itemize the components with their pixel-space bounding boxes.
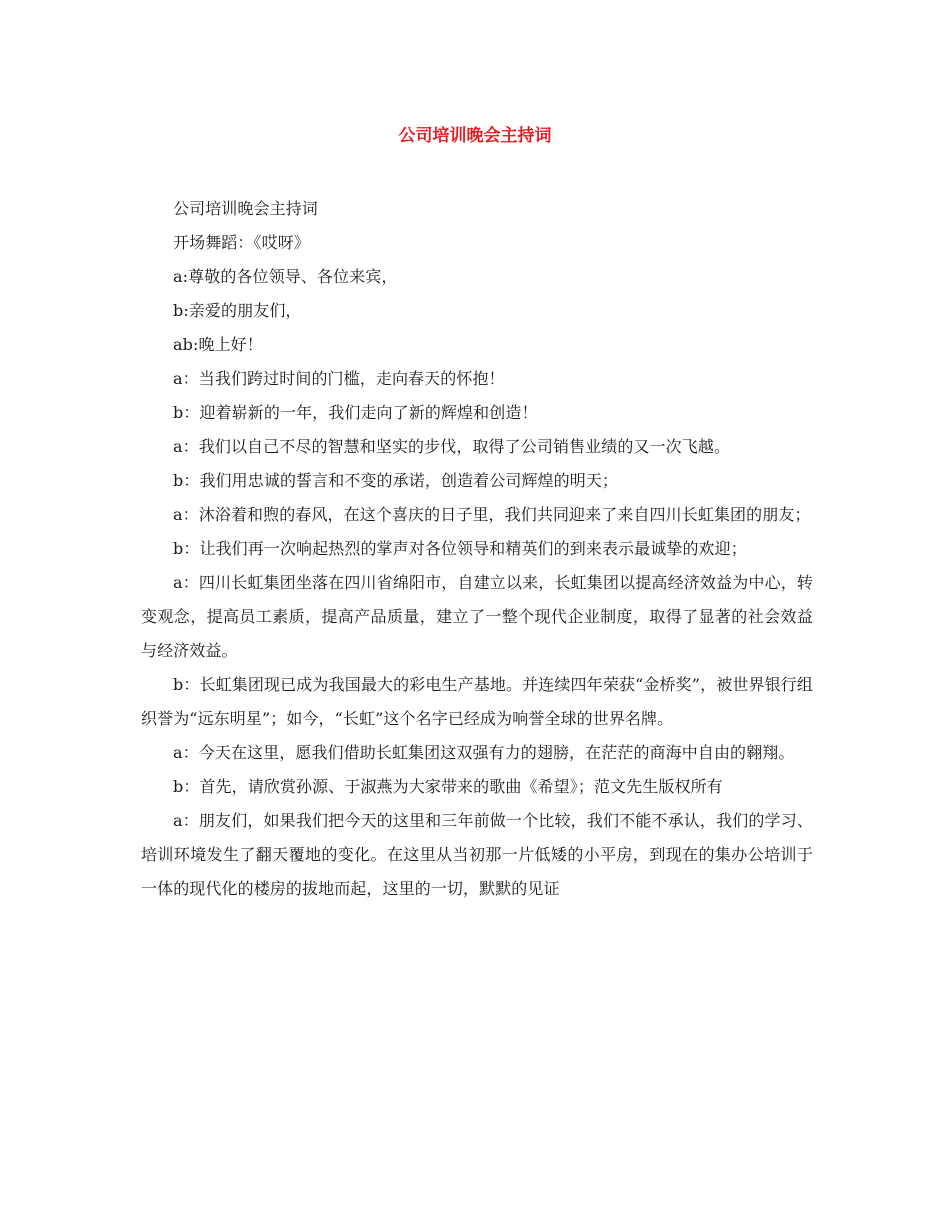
paragraph-greeting-a: a:尊敬的各位领导、各位来宾， [173,267,398,286]
paragraph-opening-dance: 开场舞蹈：《哎呀》 [173,233,310,252]
paragraph-greeting-ab: ab:晚上好！ [173,335,263,354]
paragraph-line: b：首先，请欣赏孙源、于淑燕为大家带来的歌曲《希望》；范文先生版权所有 [173,777,723,796]
document-title: 公司培训晚会主持词 [398,126,552,146]
paragraph-line: b：我们用忠诚的誓言和不变的承诺，创造着公司辉煌的明天； [173,471,619,490]
paragraph-line: b：长虹集团现已成为我国最大的彩电生产基地。并连续四年荣获“金桥奖”，被世界银行组织誉为“远东明星”；如今，“长虹”这个名字已经成为响誉全球的世界名牌。 [141,675,813,728]
paragraph-line: b：让我们再一次响起热烈的掌声对各位领导和精英们的到来表示最诚挚的欢迎； [173,539,747,558]
paragraph-heading: 公司培训晚会主持词 [173,199,318,218]
paragraph-line: a：沐浴着和煦的春风，在这个喜庆的日子里，我们共同迎来了来自四川长虹集团的朋友； [173,505,811,524]
paragraph-line: a：朋友们，如果我们把今天的这里和三年前做一个比较，我们不能不承认，我们的学习、培训环境发生了翻天覆地的变化。在这里从当初那一片低矮的小平房，到现在的集办公培训于一体的现代化的楼房的拔地而起，这里的一切，默默的见证 [141,811,813,898]
document-body [141,192,813,906]
paragraph-line: a：我们以自己不尽的智慧和坚实的步伐，取得了公司销售业绩的又一次飞越。 [173,437,731,456]
paragraph-line: a：今天在这里，愿我们借助长虹集团这双强有力的翅膀，在茫茫的商海中自由的翱翔。 [173,743,795,762]
paragraph-greeting-b: b:亲爱的朋友们， [173,301,302,320]
paragraph-line: a：四川长虹集团坐落在四川省绵阳市，自建立以来，长虹集团以提高经济效益为中心，转变观念，提高员工素质，提高产品质量，建立了一整个现代企业制度，取得了显著的社会效益与经济效益。 [141,573,813,660]
paragraph-line: b：迎着崭新的一年，我们走向了新的辉煌和创造！ [173,403,538,422]
paragraph-line: a：当我们跨过时间的门槛，走向春天的怀抱！ [173,369,505,388]
